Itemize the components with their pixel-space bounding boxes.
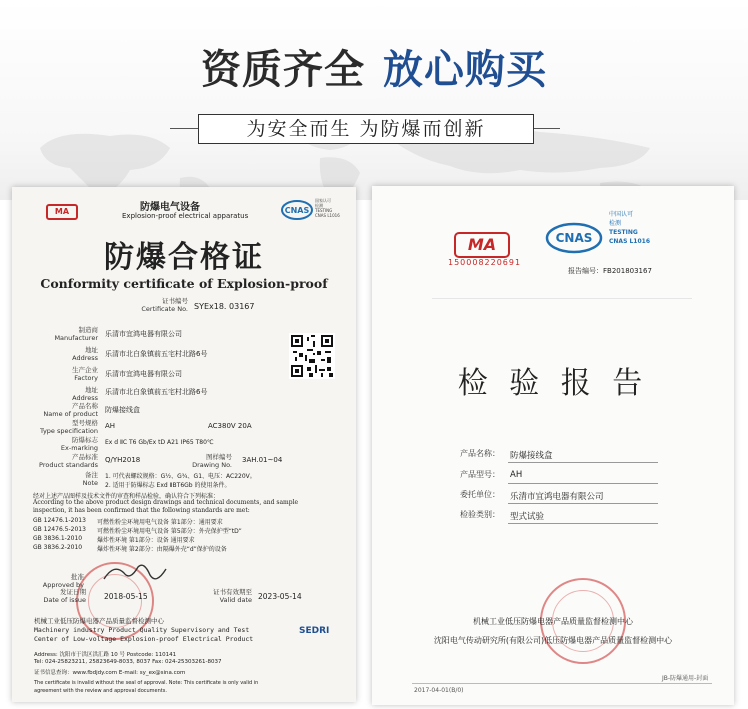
tel-line: Tel: 024-25823211, 25823649-8033, 8037 Fax: 024-25303261-8037	[34, 659, 222, 665]
report-no: 报告编号：FB201803167	[568, 267, 652, 275]
cnas-side-text	[609, 210, 650, 246]
report-field-label: 产品型号：	[460, 470, 500, 479]
qr-code-icon	[289, 333, 335, 379]
field-label: 生产企业 Factory	[72, 366, 98, 382]
standard-code: GB 3836.1-2010	[33, 535, 83, 542]
field-value: 乐清市北白象镇前五宅村北路6号	[105, 350, 208, 358]
valid-date: 2023-05-14	[258, 592, 302, 601]
report-field-label: 委托单位：	[460, 490, 500, 499]
field-label: 地址 Address	[72, 346, 98, 362]
form-code: JB-防爆通用-封面	[662, 675, 709, 682]
standard-code: GB 3836.2-2010	[33, 544, 83, 551]
approved-by-label: 批准 Approved by	[42, 573, 84, 589]
field-label: 产品名称 Name of product	[43, 402, 98, 418]
footer-en-1: The certificate is invalid without the seal of approval. Note: This certificate is only valid in	[34, 680, 259, 686]
slogan-left-rule	[170, 128, 198, 129]
svg-text:CNAS: CNAS	[284, 206, 310, 215]
org-line-1: 机械工业低压防爆电器产品质量监督检测中心	[473, 617, 633, 626]
slogan-right-rule	[532, 128, 560, 129]
report-field-value: 防爆接线盒	[510, 451, 553, 461]
field-label: 型号规格 Type specification	[40, 419, 98, 435]
field-label: 防爆标志 Ex-marking	[60, 436, 98, 452]
statement-en-1: According to the above product design drawings and technical documents, and sample	[33, 499, 299, 506]
cert-no-label-cn: 证书编号	[162, 297, 188, 305]
cert-no-label-en: Certificate No.	[141, 305, 188, 313]
field-value: 乐清市宜鸿电器有限公司	[105, 330, 182, 338]
cert-no-value: SYEx18. 03167	[194, 302, 255, 311]
statement-cn: 经对上述产品图样及技术文件的审查和样品检验，确认符合下列标准：	[33, 493, 220, 500]
cnas-side-text	[315, 198, 340, 218]
field-value: 乐清市宜鸿电器有限公司	[105, 370, 182, 378]
report-field-value: 乐清市宜鸿电器有限公司	[510, 492, 604, 502]
cnas-side-line: TESTING	[609, 229, 638, 236]
field-value: Q/YH2018	[105, 456, 141, 464]
field-underline	[508, 503, 658, 504]
standard-text: 爆炸性环境 第1部分：设备 通用要求	[97, 537, 195, 544]
field-value: AH	[105, 422, 116, 430]
title-part-1: 资质齐全	[201, 47, 365, 93]
report-field-value: 型式试验	[510, 512, 545, 522]
org-cn: 机械工业低压防爆电器产品质量监督检测中心	[34, 617, 164, 625]
cnas-side-line: CNAS L1016	[609, 238, 651, 245]
field-underline	[508, 483, 658, 484]
page-title	[0, 38, 748, 95]
org-en-2: Center of Low-voltage Explosion-proof Electrical Product	[34, 635, 254, 643]
standard-text: 可燃性粉尘环境用电气设备 第5部分：外壳保护型“tD”	[97, 528, 242, 535]
report-field-value: AH	[510, 470, 523, 480]
cnas-side-line: 检测	[609, 220, 622, 227]
issue-date: 2018-05-15	[104, 592, 148, 601]
cert-no-label	[132, 297, 188, 313]
inspection-report	[372, 186, 734, 705]
cert-header-en: Explosion-proof electrical apparatus	[122, 212, 249, 220]
drawing-no: 3AH.01~04	[242, 456, 283, 464]
cert-title-cn: 防爆合格证	[104, 240, 264, 275]
org-en-1: Machinery industry Product Quality Supervisory and Test	[34, 626, 250, 634]
ma-logo: MA	[46, 204, 78, 220]
cnas-logo-icon	[280, 197, 314, 221]
spec-extra: AC380V 20A	[208, 422, 252, 430]
note-line-2: 2. 适用于防爆标志 Exd ⅡBT6Gb 的使用条件。	[105, 482, 231, 489]
ma-logo: MA	[454, 232, 510, 258]
note-line-1: 1. 可代表螺纹规格：G½、G¾、G1、电压：AC220V。	[105, 473, 256, 480]
faint-rule	[432, 298, 692, 299]
cnas-side-line: 检测	[315, 203, 323, 208]
issue-date-label: 发证日期 Date of issue	[43, 588, 86, 604]
cnas-side-line: 中国认可	[609, 211, 634, 218]
svg-text:CNAS: CNAS	[555, 231, 593, 245]
address-line: Address: 沈阳市于洪区洪汇路 10 号 Postcode: 110141	[34, 652, 177, 658]
report-field-label: 产品名称：	[460, 449, 500, 458]
standard-code: GB 12476.1-2013	[33, 517, 86, 524]
field-label: 地址 Address	[72, 386, 98, 402]
cert-title-en: Conformity certificate of Explosion-proof	[40, 276, 328, 291]
field-label: 制造商 Manufacturer	[54, 326, 98, 342]
field-label: 备注 Note	[82, 471, 98, 487]
cert-header-cn: 防爆电气设备	[140, 202, 200, 213]
field-label: 产品标准 Product standards	[39, 453, 98, 469]
cnas-side-line: 国家认可	[315, 198, 331, 203]
report-title: 检 验 报 告	[457, 366, 649, 401]
slogan-box: 为安全而生 为防爆而创新	[198, 114, 534, 144]
field-value: 防爆接线盒	[105, 406, 140, 414]
explosion-proof-certificate	[12, 187, 356, 702]
field-underline	[508, 462, 658, 463]
footer-en-2: agreement with the review and approval documents.	[34, 688, 167, 694]
sedri-logo: SEDRI	[299, 626, 330, 636]
standard-text: 可燃性粉尘环境用电气设备 第1部分：通用要求	[97, 519, 223, 526]
footer-rule	[412, 683, 712, 684]
title-part-2: 放心购买	[383, 47, 547, 93]
standard-text: 爆炸性环境 第2部分：由隔爆外壳“d”保护的设备	[97, 546, 227, 553]
standard-code: GB 12476.5-2013	[33, 526, 86, 533]
cnas-side-line: CNAS L1016	[315, 213, 340, 218]
valid-date-label: 证书有效期至 Valid date	[213, 588, 252, 604]
signature-mark	[100, 559, 170, 589]
field-value: 乐清市北白象镇前五宅村北路6号	[105, 388, 208, 396]
field-underline	[508, 523, 658, 524]
date-code: 2017-04-01(B/0)	[414, 687, 464, 694]
statement-en-2: inspection, it has been confirmed that the following standards are met:	[33, 507, 250, 514]
cnas-side-line: TESTING	[315, 208, 333, 213]
web-line: 证书信息查询：www.fbdjdy.com E-mail: sy_ex@sina.com	[34, 670, 186, 676]
org-line-2: 沈阳电气传动研究所(有限公司)低压防爆电器产品质量监督检测中心	[433, 636, 673, 645]
ma-number: 150008220691	[448, 258, 522, 267]
drawing-label: 图样编号 Drawing No.	[192, 453, 232, 469]
cnas-logo-icon	[544, 220, 604, 254]
report-field-label: 检验类别：	[460, 510, 500, 519]
field-value: Ex d ⅡC T6 Gb/Ex tD A21 IP65 T80℃	[105, 439, 214, 446]
